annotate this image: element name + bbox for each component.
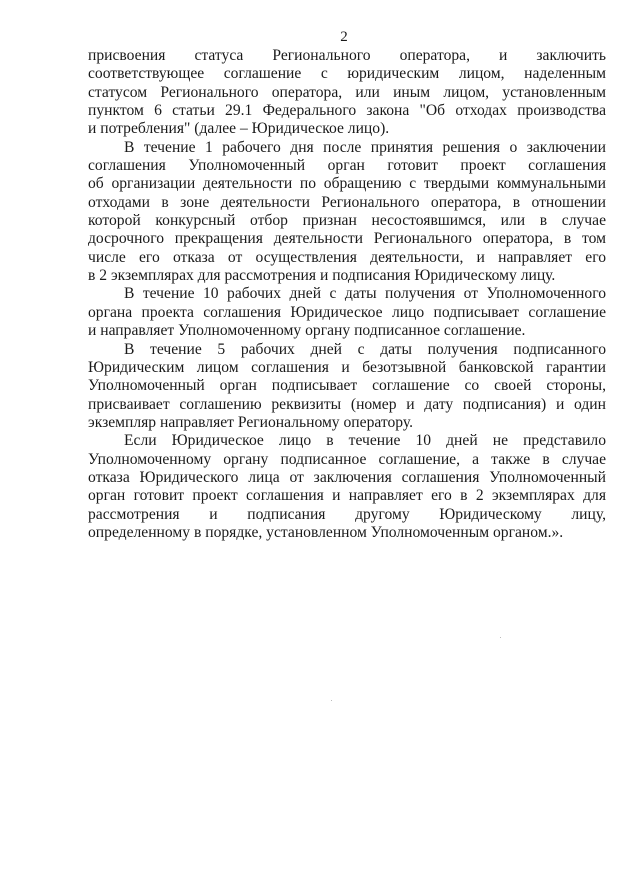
text-line: Если Юридическое лицо в течение 10 дней не представило xyxy=(124,432,606,450)
text-line: соответствующее соглашение с юридическим лицом, наделенным xyxy=(88,65,606,83)
text-line: которой конкурсный отбор признан несостоявшимся, или в случае xyxy=(88,212,606,230)
paragraph xyxy=(88,285,606,340)
text-line: В течение 1 рабочего дня после принятия решения о заключении xyxy=(124,138,606,156)
text-line: в 2 экземплярах для рассмотрения и подписания Юридическому лицу. xyxy=(88,267,556,285)
document-body xyxy=(88,47,606,542)
scan-speck xyxy=(500,637,501,638)
text-line: и направляет Уполномоченному органу подписанное соглашение. xyxy=(88,322,526,340)
paragraph xyxy=(88,341,606,433)
text-line: В течение 10 рабочих дней с даты получения от Уполномоченного xyxy=(124,285,606,303)
text-line: об организации деятельности по обращению с твердыми коммунальными xyxy=(88,175,606,193)
text-line: и потребления" (далее – Юридическое лицо). xyxy=(88,120,390,138)
text-line: В течение 5 рабочих дней с даты получения подписанного xyxy=(124,340,606,358)
text-line: присвоения статуса Регионального оператора, и заключить xyxy=(88,47,606,64)
text-line: пунктом 6 статьи 29.1 Федерального закона "Об отходах производства xyxy=(88,102,606,120)
scan-speck xyxy=(331,700,332,701)
text-line: Юридическим лицом соглашения и безотзывной банковской гарантии xyxy=(88,358,606,376)
text-line: присваивает соглашению реквизиты (номер и дату подписания) и один xyxy=(88,395,606,413)
text-line: экземпляр направляет Региональному оператору. xyxy=(88,413,414,431)
text-line: отходами в зоне деятельности Регионального оператора, в отношении xyxy=(88,193,606,211)
text-line: Уполномоченный орган подписывает соглашение со своей стороны, xyxy=(88,377,606,395)
paragraph xyxy=(88,47,606,139)
text-line: числе его отказа от осуществления деятельности, и направляет его xyxy=(88,248,606,266)
text-line: Уполномоченному органу подписанное соглашение, а также в случае xyxy=(88,450,606,468)
text-line: орган готовит проект соглашения и направляет его в 2 экземплярах для xyxy=(88,487,606,505)
text-line: определенному в порядке, установленном Уполномоченным органом.». xyxy=(88,523,564,541)
text-line: отказа Юридического лица от заключения соглашения Уполномоченный xyxy=(88,468,606,486)
text-line: соглашения Уполномоченный орган готовит проект соглашения xyxy=(88,157,606,175)
page-number: 2 xyxy=(340,29,348,45)
paragraph xyxy=(88,139,606,286)
text-line: досрочного прекращения деятельности Регионального оператора, в том xyxy=(88,230,606,248)
text-line: органа проекта соглашения Юридическое лицо подписывает соглашение xyxy=(88,303,606,321)
text-line: статусом Регионального оператора, или иным лицом, установленным xyxy=(88,83,606,101)
text-line: рассмотрения и подписания другому Юридическому лицу, xyxy=(88,505,606,523)
paragraph xyxy=(88,432,606,542)
